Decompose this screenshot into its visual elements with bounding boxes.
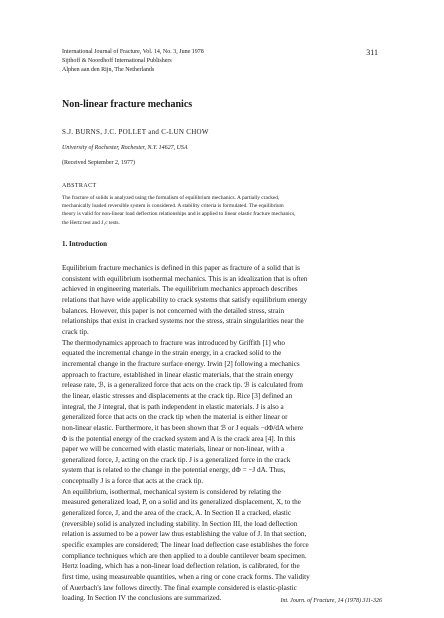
body-line: the linear, elastic stresses and displacements at the crack tip. Rice [3] defined an [62,391,293,400]
received-date: (Received September 2, 1977) [62,160,135,166]
body-line: incremental change in the fracture surface energy. Irwin [2] following a mechanics [62,359,300,368]
section-body [62,263,386,604]
author-list: S.J. BURNS, J.C. POLLET and C-LUN CHOW [62,128,209,136]
body-line: compliance techniques which are then applied to a double cantilever beam specimen. [62,551,307,560]
body-line: paper we will be concerned with elastic materials, linear or non-linear, with a [62,445,285,454]
body-line: of Auerbach's law follows directly. The final example considered is elastic-plastic [62,583,297,592]
body-line: Φ is the potential energy of the cracked system and A is the crack area [4]. In this [62,434,296,443]
body-line: non-linear elastic. Furthermore, it has been shown that ℬ or J equals −dΦ/dA where [62,423,304,432]
section-heading: 1. Introduction [62,240,107,248]
body-line: approach to fracture, established in linear elastic materials, that the strain energy [62,370,294,379]
body-line: crack tip. [62,327,89,336]
abstract-line: the Hertz test and J₁c tests. [62,219,120,226]
body-line: generalized force, J, acting on the crack tip. J is a generalized force in the crack [62,455,291,464]
body-line: balances. However, this paper is not concerned with the detailed stress, strain [62,306,285,315]
body-line: integral, the J integral, that is path independent in elastic materials. J is also a [62,402,284,411]
body-line: An equilibrium, isothermal, mechanical system is considered by relating the [62,487,281,496]
page-number: 311 [366,48,378,57]
body-line: equated the incremental change in the strain energy, in a cracked solid to the [62,349,282,358]
body-line: specific examples are considered; The linear load deflection case establishes the force [62,541,309,550]
page-footer-citation: Int. Journ. of Fracture, 14 (1978) 311-326 [280,598,382,604]
journal-masthead [62,48,382,75]
abstract-line: theory is valid for non-linear load deflection relationships and is applied to linear elastic fracture mechanics, [62,211,296,218]
body-line: Hertz loading, which has a non-linear load deflection relation, is calibrated, for the [62,562,300,571]
body-line: relationships that exist in cracked systems nor the stress, strain singularities near the [62,317,304,326]
abstract-body [62,194,384,227]
body-line: generalized force, J, and the area of the crack, A. In Section II a cracked, elastic [62,509,292,518]
body-line: system that is related to the change in the potential energy, dΦ = −J dA. Thus, [62,466,286,475]
body-line: first time, using measureable quantities, when a ring or cone crack forms. The validity [62,573,310,582]
body-line: Equilibrium fracture mechanics is defined in this paper as fracture of a solid that is [62,264,300,272]
publisher-location: Alphen aan den Rijn, The Netherlands [62,67,155,73]
author-affiliation: University of Rochester, Rochester, N.Y. 14627, USA [62,145,188,151]
body-line: The thermodynamics approach to fracture was introduced by Griffith [1] who [62,338,286,347]
body-line: measured generalized load, P, on a solid and its generalized displacement, X, to the [62,498,301,507]
body-line: consistent with equilibrium isothermal mechanics. This is an idealization that is often [62,274,308,283]
abstract-heading: ABSTRACT [62,183,97,189]
paper-title: Non-linear fracture mechanics [62,99,193,110]
body-line: release rate, ℬ, is a generalized force that acts on the crack tip. ℬ is calculated from [62,381,303,390]
body-line: generalized force that acts on the crack tip when the material is either linear or [62,413,288,422]
abstract-line: mechanically loaded reversible system is considered. A stability criteria is formulated. The equilibrium [62,203,284,210]
abstract-line: The fracture of solids is analyzed using the formalism of equilibrium mechanics. A partially cracked, [62,195,280,201]
publisher-name: Sijthoff & Noordhoff International Publishers [62,58,172,64]
body-line: loading. In Section IV the conclusions are summarized. [62,594,222,603]
body-line: conceptually J is a force that acts at the crack tip. [62,477,204,486]
body-line: relations that have wide applicability to crack systems that satisfy equilibrium energy [62,295,308,304]
body-line: relation is assumed to be a power law thus establishing the value of J. In that section, [62,530,307,539]
body-line: achieved in engineering materials. The equilibrium mechanics approach describes [62,285,298,294]
body-line: (reversible) solid is analyzed including stability. In Section III, the load deflection [62,519,298,528]
journal-citation: International Journal of Fracture, Vol. 14, No. 3, June 1978 [62,49,204,55]
